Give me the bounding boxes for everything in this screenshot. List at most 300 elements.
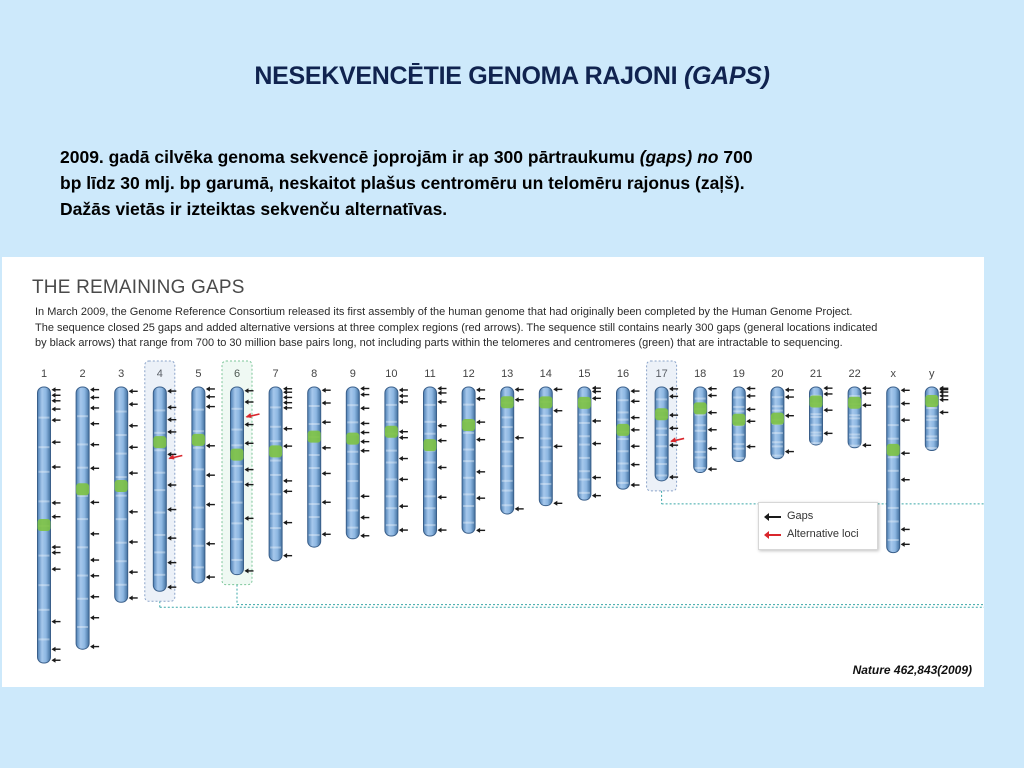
chromosome-band	[270, 493, 281, 495]
chromosome-3	[115, 368, 138, 602]
chromosome-band	[270, 440, 281, 442]
gap-arrow-icon	[767, 516, 781, 518]
chromosome-band	[926, 407, 937, 409]
chromosome-band	[309, 503, 320, 505]
chromosome-band	[849, 434, 860, 436]
chromosome-10	[385, 368, 408, 536]
chromosome-band	[77, 443, 88, 445]
gap-arrowhead	[52, 567, 56, 572]
gap-arrowhead	[206, 404, 210, 409]
chromosome-band	[772, 396, 783, 398]
chromosome-12	[462, 368, 485, 533]
gap-arrowhead	[206, 502, 210, 507]
gap-arrowhead	[901, 418, 905, 423]
gap-arrowhead	[322, 388, 326, 393]
chromosome-band	[309, 534, 320, 536]
chromosome-11	[424, 368, 447, 536]
chromosome-band	[695, 440, 706, 442]
alt-arrow-icon	[767, 534, 781, 536]
chromosome-band	[232, 465, 243, 467]
gap-arrowhead	[746, 393, 750, 398]
gap-arrowhead	[631, 462, 635, 467]
chromosome-y	[925, 368, 948, 450]
chromosome-band	[733, 443, 744, 445]
intro-line-2: bp līdz 30 mlj. bp garumā, neskaitot plašus centromēru un telomēru rajonus (zaļš).	[60, 173, 745, 193]
chromosome-band	[154, 489, 165, 491]
chromosome-band	[154, 472, 165, 474]
chromosome-label: 22	[848, 368, 861, 380]
chromosome-band	[618, 482, 629, 484]
gap-arrowhead	[283, 520, 287, 525]
chromosome-band	[425, 433, 436, 435]
gap-arrowhead	[476, 496, 480, 501]
gap-arrowhead	[90, 466, 94, 471]
chromosome-band	[540, 415, 551, 417]
chromosome-band	[849, 445, 860, 447]
gap-arrowhead	[901, 388, 905, 393]
chromosome-band	[232, 444, 243, 446]
chromosome-14	[539, 368, 562, 506]
chromosome-band	[270, 546, 281, 548]
chromosome-label: 11	[424, 368, 436, 380]
chromosome-band	[656, 445, 667, 447]
chromosome-label: 20	[771, 368, 784, 380]
gap-arrowhead	[129, 570, 133, 575]
gap-arrowhead	[631, 483, 635, 488]
chromosome-label: 14	[539, 368, 552, 380]
gap-arrowhead	[52, 398, 56, 403]
chromosome-band	[270, 527, 281, 529]
chromosome-band	[579, 422, 590, 424]
chromosome-band	[425, 478, 436, 480]
gap-arrowhead	[939, 397, 943, 402]
chromosome-21	[810, 368, 833, 445]
gap-arrowhead	[90, 421, 94, 426]
chromosome-band	[347, 404, 358, 406]
gap-arrowhead	[52, 550, 56, 555]
chromosome-band	[811, 413, 822, 415]
chromosome-band	[579, 457, 590, 459]
gap-arrowhead	[129, 471, 133, 476]
chromosome-label: y	[929, 368, 935, 380]
gap-arrowhead	[52, 514, 56, 519]
gap-arrowhead	[90, 395, 94, 400]
chromosome-18	[694, 368, 717, 473]
gap-arrowhead	[52, 418, 56, 423]
gap-arrowhead	[322, 471, 326, 476]
intro-line-3: Dažās vietās ir izteiktas sekvenču alternatīvas.	[60, 199, 448, 219]
chromosome-band	[540, 483, 551, 485]
chromosome-20	[771, 368, 794, 459]
gap-arrowhead	[52, 545, 56, 550]
gap-arrowhead	[824, 431, 828, 436]
chromosome-band	[695, 451, 706, 453]
figure-panel	[2, 257, 984, 687]
chromosome-band	[888, 539, 899, 541]
chromosome-band	[888, 507, 899, 509]
chromosome-band	[733, 448, 744, 450]
gap-arrowhead	[283, 400, 287, 405]
chromosome-band	[232, 559, 243, 561]
chromosome-label: x	[890, 368, 896, 380]
chromosome-band	[772, 405, 783, 407]
chromosome-5	[192, 368, 215, 583]
gap-arrowhead	[399, 429, 403, 434]
chromosome-band	[733, 406, 744, 408]
gap-arrowhead	[90, 405, 94, 410]
gap-arrowhead	[438, 495, 442, 500]
chromosome-band	[888, 406, 899, 408]
chromosome-band	[347, 480, 358, 482]
gap-arrowhead	[129, 595, 133, 600]
gap-arrowhead	[52, 619, 56, 624]
chromosome-x	[887, 368, 910, 553]
gap-arrowhead	[592, 493, 596, 498]
chromosome-band	[502, 416, 513, 418]
chromosome-label: 13	[501, 368, 514, 380]
gap-arrowhead	[129, 540, 133, 545]
chromosome-band	[39, 471, 50, 473]
intro-line-1	[60, 144, 980, 170]
centromere	[385, 426, 398, 438]
gap-arrowhead	[52, 393, 56, 398]
chromosome-band	[926, 419, 937, 421]
chromosome-band	[888, 456, 899, 458]
chromosome-band	[232, 429, 243, 431]
chromosome-band	[656, 457, 667, 459]
gap-arrowhead	[708, 410, 712, 415]
gap-arrowhead	[360, 439, 364, 444]
chromosome-band	[116, 518, 127, 520]
chromosome-band	[502, 480, 513, 482]
chromosome-band	[154, 512, 165, 514]
chromosome-band	[39, 417, 50, 419]
chromosome-band	[347, 527, 358, 529]
chromosome-band	[425, 524, 436, 526]
chromosome-label: 16	[616, 368, 630, 380]
chromosome-label: 9	[349, 368, 356, 380]
chromosome-band	[811, 434, 822, 436]
gap-arrowhead	[438, 465, 442, 470]
gap-arrowhead	[360, 448, 364, 453]
chromosome-13	[501, 368, 524, 514]
centromere	[346, 433, 359, 445]
gap-arrowhead	[631, 399, 635, 404]
chromosome-band	[656, 398, 667, 400]
gap-arrowhead	[592, 475, 596, 480]
gap-arrowhead	[52, 658, 56, 663]
centromere	[694, 402, 707, 414]
chromosome-band	[116, 476, 127, 478]
gap-arrowhead	[360, 515, 364, 520]
chromosome-band	[154, 449, 165, 451]
gap-arrowhead	[746, 386, 750, 391]
chromosome-band	[193, 545, 204, 547]
chromosome-label: 5	[195, 368, 202, 380]
gap-arrowhead	[746, 444, 750, 449]
chromosome-band	[77, 518, 88, 520]
chromosome-band	[772, 445, 783, 447]
intro-text	[60, 144, 980, 222]
gap-arrowhead	[438, 438, 442, 443]
chromosome-band	[309, 516, 320, 518]
chromosome-band	[811, 442, 822, 444]
centromere	[617, 424, 630, 436]
chromosome-band	[309, 454, 320, 456]
slide-title-italic: (GAPS)	[683, 62, 770, 90]
gap-arrowhead	[824, 408, 828, 413]
chromosome-ideogram	[2, 257, 984, 687]
chromosome-7	[269, 368, 292, 561]
chromosome-band	[386, 450, 397, 452]
gap-arrowhead	[129, 509, 133, 514]
chromosome-band	[888, 424, 899, 426]
intro-line-1-end: 700	[723, 147, 753, 167]
gap-arrowhead	[631, 415, 635, 420]
gap-arrowhead	[476, 528, 480, 533]
chromosome-9	[346, 368, 369, 539]
figure-description-line-3: by black arrows) that range from 700 to 30 million base pairs long, not including parts within the telomeres and centromeres (green) that are intractable to sequencing.	[35, 337, 843, 349]
chromosome-band	[463, 505, 474, 507]
gap-arrowhead	[90, 531, 94, 536]
gap-arrowhead	[592, 441, 596, 446]
chromosome-band	[193, 468, 204, 470]
gap-arrowhead	[708, 386, 712, 391]
gap-arrowhead	[206, 394, 210, 399]
chromosome-band	[618, 462, 629, 464]
gap-arrowhead	[901, 401, 905, 406]
chromosome-band	[926, 415, 937, 417]
gap-arrowhead	[360, 494, 364, 499]
slide-title-main: NESEKVENCĒTIE GENOMA RAJONI	[254, 62, 678, 90]
centromere	[192, 434, 205, 446]
chromosome-band	[232, 502, 243, 504]
chromosome-band	[193, 528, 204, 530]
centromere	[308, 431, 321, 443]
chromosome-label: 3	[118, 368, 125, 380]
chromosome-22	[848, 368, 871, 448]
gap-arrowhead	[206, 541, 210, 546]
gap-arrowhead	[592, 418, 596, 423]
figure-description-line-1: In March 2009, the Genome Reference Consortium released its first assembly of the human genome that had originally been completed by the Human Genome Project.	[35, 306, 853, 318]
chromosome-label: 15	[578, 368, 591, 380]
gap-arrowhead	[746, 419, 750, 424]
chromosome-band	[888, 470, 899, 472]
gap-arrowhead	[515, 435, 519, 440]
gap-arrowhead	[438, 386, 442, 391]
chromosome-8	[308, 368, 331, 547]
chromosome-band	[116, 560, 127, 562]
gap-arrowhead	[206, 443, 210, 448]
gap-arrowhead	[90, 558, 94, 563]
chromosome-band	[270, 406, 281, 408]
gap-arrowhead	[785, 395, 789, 400]
gap-arrowhead	[90, 644, 94, 649]
chromosome-band	[116, 542, 127, 544]
chromosome-band	[193, 409, 204, 411]
centromere	[115, 480, 128, 492]
chromosome-band	[618, 399, 629, 401]
gap-arrowhead	[515, 506, 519, 511]
chromosome-band	[193, 485, 204, 487]
gap-arrowhead	[206, 473, 210, 478]
chromosome-band	[772, 441, 783, 443]
centromere	[810, 395, 823, 407]
chromosome-band	[772, 410, 783, 412]
citation: Nature 462,843(2009)	[852, 663, 972, 677]
chromosome-band	[154, 432, 165, 434]
chromosome-band	[116, 584, 127, 586]
gap-arrowhead	[939, 410, 943, 415]
centromere	[771, 413, 784, 425]
chromosome-band	[849, 414, 860, 416]
chromosome-band	[270, 426, 281, 428]
legend-row-gaps	[787, 510, 813, 522]
gap-arrowhead	[553, 501, 557, 506]
gap-arrowhead	[862, 403, 866, 408]
chromosome-band	[386, 462, 397, 464]
gap-arrowhead	[399, 528, 403, 533]
figure-title: THE REMAINING GAPS	[32, 277, 245, 298]
centromere	[38, 519, 51, 531]
chromosome-band	[926, 439, 937, 441]
gap-arrowhead	[322, 532, 326, 537]
gap-arrowhead	[360, 421, 364, 426]
chromosome-band	[116, 495, 127, 497]
chromosome-band	[232, 522, 243, 524]
chromosome-label: 10	[385, 368, 398, 380]
chromosome-band	[733, 457, 744, 459]
gap-arrowhead	[399, 477, 403, 482]
legend-row-alt	[787, 528, 859, 540]
chromosome-band	[656, 474, 667, 476]
chromosome-band	[618, 470, 629, 472]
chromosome-band	[154, 409, 165, 411]
chromosome-band	[193, 507, 204, 509]
legend-gaps-label: Gaps	[787, 510, 814, 522]
chromosome-band	[618, 419, 629, 421]
chromosome-band	[154, 574, 165, 576]
chromosome-15	[578, 368, 601, 500]
gap-arrowhead	[399, 435, 403, 440]
legend-alt-label: Alternative loci	[787, 528, 859, 540]
chromosome-band	[540, 474, 551, 476]
chromosome-band	[540, 437, 551, 439]
chromosome-band	[425, 404, 436, 406]
chromosome-band	[232, 408, 243, 410]
gap-arrowhead	[438, 423, 442, 428]
chromosome-band	[540, 446, 551, 448]
gap-arrowhead	[785, 413, 789, 418]
gap-arrowhead	[129, 445, 133, 450]
gap-arrowhead	[901, 542, 905, 547]
chromosome-2	[76, 368, 99, 649]
chromosome-band	[347, 497, 358, 499]
chromosome-band	[386, 507, 397, 509]
chromosome-band	[425, 462, 436, 464]
chromosome-band	[154, 551, 165, 553]
intro-line-1-italic: (gaps) no	[639, 147, 719, 167]
gap-arrowhead	[322, 401, 326, 406]
gap-arrowhead	[438, 399, 442, 404]
gap-arrowhead	[631, 389, 635, 394]
chromosome-band	[386, 421, 397, 423]
chromosome-band	[540, 424, 551, 426]
chromosome-label: 21	[809, 368, 823, 380]
chromosome-band	[116, 411, 127, 413]
chromosome-1	[38, 368, 61, 663]
gap-arrowhead	[90, 573, 94, 578]
chromosome-band	[347, 451, 358, 453]
centromere	[462, 419, 475, 431]
chromosome-band	[695, 456, 706, 458]
gap-arrowhead	[283, 395, 287, 400]
centromere	[153, 436, 166, 448]
gap-arrowhead	[90, 500, 94, 505]
chromosome-band	[270, 474, 281, 476]
chromosome-band	[463, 404, 474, 406]
chromosome-band	[270, 460, 281, 462]
chromosome-band	[39, 500, 50, 502]
gap-arrowhead	[399, 399, 403, 404]
chromosome-label: 19	[732, 368, 745, 380]
gap-arrowhead	[824, 391, 828, 396]
gap-arrowhead	[438, 390, 442, 395]
chromosome-body	[887, 387, 900, 553]
figure-description-line-2: The sequence closed 25 gaps and added alternative versions at three complex regions (red arrows). The sequence still contains nearly 300 gaps (general locations indicated	[35, 321, 878, 334]
chromosome-band	[502, 450, 513, 452]
chromosome-band	[849, 425, 860, 427]
chromosome-band	[39, 446, 50, 448]
chromosome-band	[232, 538, 243, 540]
gap-arrowhead	[785, 449, 789, 454]
gap-arrowhead	[129, 402, 133, 407]
gap-arrowhead	[592, 389, 596, 394]
chromosome-band	[463, 449, 474, 451]
chromosome-band	[695, 430, 706, 432]
chromosome-band	[77, 575, 88, 577]
centromere	[231, 449, 244, 461]
gap-arrowhead	[360, 430, 364, 435]
centromere	[655, 408, 668, 420]
gap-arrowhead	[901, 451, 905, 456]
gap-arrowhead	[592, 396, 596, 401]
gap-arrowhead	[476, 469, 480, 474]
chromosome-band	[77, 467, 88, 469]
chromosome-band	[772, 455, 783, 457]
centromere	[424, 439, 437, 451]
centromere	[76, 483, 89, 495]
chromosome-band	[502, 504, 513, 506]
chromosome-body	[385, 387, 398, 536]
gap-arrowhead	[708, 467, 712, 472]
chromosome-label: 8	[311, 368, 318, 380]
gap-arrowhead	[746, 407, 750, 412]
gap-arrowhead	[553, 444, 557, 449]
gap-arrowhead	[553, 408, 557, 413]
chromosome-band	[579, 479, 590, 481]
chromosome-band	[849, 417, 860, 419]
gap-arrowhead	[283, 478, 287, 483]
gap-arrowhead	[52, 465, 56, 470]
gap-arrowhead	[322, 420, 326, 425]
gap-arrowhead	[52, 647, 56, 652]
chromosome-band	[540, 497, 551, 499]
chromosome-band	[926, 435, 937, 437]
chromosome-band	[502, 490, 513, 492]
chromosome-band	[656, 434, 667, 436]
chromosome-band	[39, 584, 50, 586]
